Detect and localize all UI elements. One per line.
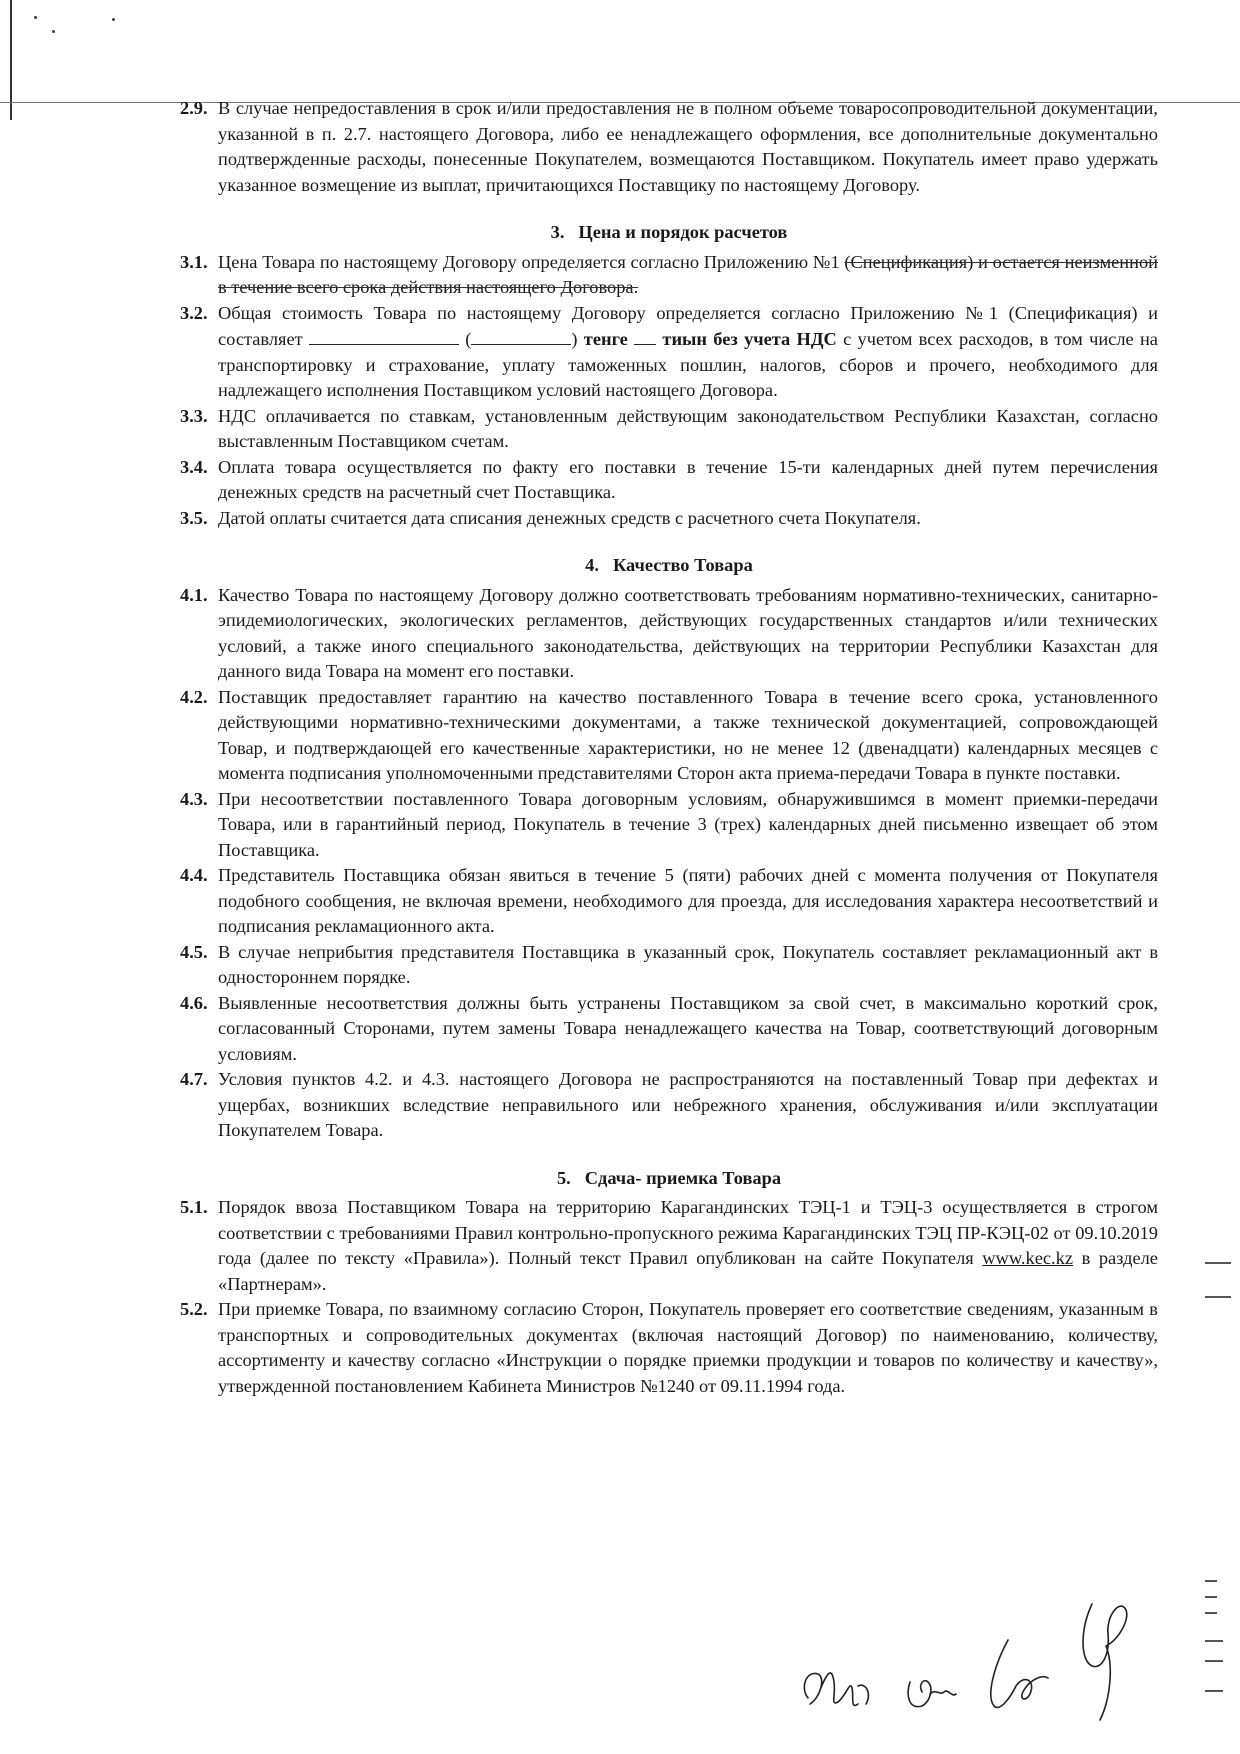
section-3-heading xyxy=(180,220,1158,246)
clause-3-4 xyxy=(180,455,1158,506)
scan-speck xyxy=(112,18,115,21)
clause-number: 4.2. xyxy=(180,686,208,707)
clause-number: 3.5. xyxy=(180,507,208,528)
clause-3-3 xyxy=(180,404,1158,455)
edge-mark xyxy=(1205,1262,1231,1264)
scan-edge-marks xyxy=(1205,0,1235,1754)
section-title: Сдача- приемка Товара xyxy=(584,1167,782,1188)
clause-text: Общая стоимость Товара по настоящему Договору определяется согласно Приложению №1 (Спецификация) и составляет ( ) тенге тиын без учета НДС с учетом всех расходов, в том числе на транспортировку и страхование, уплату таможенных пошлин, налогов, сборов и прочего, необходимого для надлежащего исполнения Поставщиком условий настоящего Договора. xyxy=(218,302,1158,400)
edge-mark xyxy=(1205,1640,1223,1642)
edge-mark xyxy=(1205,1612,1217,1614)
clause-text xyxy=(218,250,1158,301)
clause-number: 4.4. xyxy=(180,865,208,885)
edge-mark xyxy=(1205,1596,1217,1598)
signature-4-icon xyxy=(1083,1604,1127,1720)
clause-3-5 xyxy=(180,506,1158,532)
clause-number: 3.2. xyxy=(180,302,208,323)
clause-number: 4.7. xyxy=(180,1069,208,1089)
clause-number: 5.2. xyxy=(180,1299,208,1319)
section-title: Цена и порядок расчетов xyxy=(578,222,788,242)
clause-number: 3.3. xyxy=(180,405,208,426)
clause-text-part: в разделе «Партнерам». xyxy=(218,1248,1158,1294)
clause-text: Поставщик предоставляет гарантию на качество поставленного Товара в течение всего срока, установленного действующими нормативно-техническими документами, а также технической документацией, сопровождающей Товар, и подтверждающей его качественные характеристики, но не менее 12 (двенадцати) календарных месяцев с момента подписания уполномоченными представителями Сторон акта приема-передачи Товара в пункте поставки. xyxy=(218,686,1158,783)
amount-blank[interactable] xyxy=(309,326,459,345)
clause-2-9 xyxy=(180,96,1158,198)
clause-text: Оплата товара осуществляется по факту его поставки в течение 15-ти календарных дней путем перечисления денежных средств на расчетный счет Поставщика. xyxy=(218,456,1158,502)
struck-text: (Спецификация) и остается неизменной в течение всего срока действия настоящего Договора. xyxy=(218,251,1158,297)
scan-speck xyxy=(34,16,37,19)
clause-number: 3.1. xyxy=(180,251,208,272)
clause-text-part: Порядок ввоза Поставщиком Товара на территорию Карагандинских ТЭЦ-1 и ТЭЦ-3 осуществляется в строгом соответствии с требованиями Правил контрольно-пропускного режима Карагандинских ТЭЦ ПР-КЭЦ-02 от 09.10.2019 года (далее по тексту «Правила»). Полный текст Правил опубликован на сайте Покупателя xyxy=(218,1197,1158,1268)
currency-label: тенге xyxy=(583,329,628,349)
clause-4-6 xyxy=(180,991,1158,1068)
amount-words-blank[interactable] xyxy=(471,326,571,345)
edge-mark xyxy=(1205,1580,1217,1582)
clause-5-2 xyxy=(180,1297,1158,1399)
clause-text-part: Цена Товара по настоящему Договору определяется согласно Приложению №1 xyxy=(218,251,840,272)
section-4-heading xyxy=(180,553,1158,579)
edge-mark xyxy=(1205,1660,1223,1662)
clause-text: НДС оплачивается по ставкам, установленным действующим законодательством Республики Казахстан, согласно выставленным Поставщиком счетам. xyxy=(218,405,1158,451)
clause-text: При несоответствии поставленного Товара договорным условиям, обнаружившимся в момент приемки-передачи Товара, или в гарантийный период, Покупатель в течение 3 (трех) календарных дней письменно извещает об этом Поставщика. xyxy=(218,788,1158,860)
clause-number: 3.4. xyxy=(180,456,208,477)
clause-4-2 xyxy=(180,685,1158,787)
clause-4-4 xyxy=(180,863,1158,940)
clause-5-1 xyxy=(180,1195,1158,1297)
clause-4-1 xyxy=(180,583,1158,685)
clause-number: 4.6. xyxy=(180,992,208,1013)
clause-4-3 xyxy=(180,787,1158,864)
signatures xyxy=(780,1570,1200,1750)
clause-3-1 xyxy=(180,250,1158,301)
clause-text: Представитель Поставщика обязан явиться в течение 5 (пяти) рабочих дней с момента получения от Покупателя подобного сообщения, не включая времени, необходимого для проезда, для исследования характера несоответствий и подписания рекламационного акта. xyxy=(218,865,1158,936)
clause-3-2 xyxy=(180,301,1158,404)
clause-text: Выявленные несоответствия должны быть устранены Поставщиком за свой счет, в максимально короткий срок, согласованный Сторонами, путем замены Товара ненадлежащего качества на Товар, соответствующий договорным условиям. xyxy=(218,992,1158,1064)
vat-note: тиын без учета НДС xyxy=(662,329,837,349)
clause-text: В случае непредоставления в срок и/или предоставления не в полном объеме товаросопроводительной документации, указанной в п. 2.7. настоящего Договора, либо ее ненадлежащего оформления, все дополнительные документально подтвержденные расходы, понесенные Покупателем, возмещаются Поставщиком. Покупатель имеет право удержать указанное возмещение из выплат, причитающихся Поставщику по настоящему Договору. xyxy=(218,98,1158,195)
clause-number: 4.5. xyxy=(180,941,208,962)
website-link[interactable]: www.kec.kz xyxy=(982,1248,1074,1268)
section-5-heading xyxy=(180,1166,1158,1192)
clause-text xyxy=(218,1195,1158,1297)
clause-number: 5.1. xyxy=(180,1197,208,1217)
initials-2-icon xyxy=(908,1681,956,1707)
clause-text: В случае неприбытия представителя Поставщика в указанный срок, Покупатель составляет рекламационный акт в одностороннем порядке. xyxy=(218,941,1158,987)
edge-mark xyxy=(1205,1296,1231,1298)
tiyn-blank[interactable] xyxy=(634,326,656,345)
clause-text: Датой оплаты считается дата списания денежных средств с расчетного счета Покупателя. xyxy=(218,507,921,528)
clause-number: 4.3. xyxy=(180,788,208,809)
clause-number: 4.1. xyxy=(180,584,208,605)
clause-text: При приемке Товара, по взаимному согласию Сторон, Покупатель проверяет его соответствие сведениям, указанным в транспортных и сопроводительных документах (включая настоящий Договор) по наименованию, количеству, ассортименту и качеству согласно «Инструкции о порядке приемки продукции и товаров по количеству и качеству», утвержденной постановлением Кабинета Министров №1240 от 09.11.1994 года. xyxy=(218,1299,1158,1396)
clause-text: Качество Товара по настоящему Договору должно соответствовать требованиям нормативно-технических, санитарно-эпидемиологических, экологических регламентов, действующих государственных стандартов и/или технических условий, а также иного специального законодательства, действующих на территории Республики Казахстан для данного вида Товара на момент его поставки. xyxy=(218,584,1158,681)
section-number: 4. xyxy=(585,555,599,575)
section-title: Качество Товара xyxy=(612,555,753,575)
clause-text-part: Общая стоимость Товара по настоящему Договору определяется согласно Приложению №1 (Спецификация) и составляет xyxy=(218,302,1158,349)
section-number: 3. xyxy=(550,222,565,242)
document-body xyxy=(180,96,1158,1399)
initials-1-icon xyxy=(804,1673,868,1705)
clause-text-part: с учетом всех расходов, в том числе на транспортировку и страхование, уплату таможенных пошлин, налогов, сборов и прочего, необходимого для надлежащего исполнения Поставщиком условий настоящего Договора. xyxy=(218,329,1158,400)
scan-speck xyxy=(52,30,55,33)
clause-4-7 xyxy=(180,1067,1158,1144)
section-number: 5. xyxy=(556,1167,571,1188)
clause-number: 2.9. xyxy=(180,98,208,118)
edge-mark xyxy=(1205,1690,1223,1692)
clause-text: Условия пунктов 4.2. и 4.3. настоящего Договора не распространяются на поставленный Товар при дефектах и ущербах, возникших вследствие неправильного или небрежного хранения, обслуживания и/или эксплуатации Покупателем Товара. xyxy=(218,1069,1158,1140)
signature-3-icon xyxy=(991,1640,1048,1707)
clause-4-5 xyxy=(180,940,1158,991)
